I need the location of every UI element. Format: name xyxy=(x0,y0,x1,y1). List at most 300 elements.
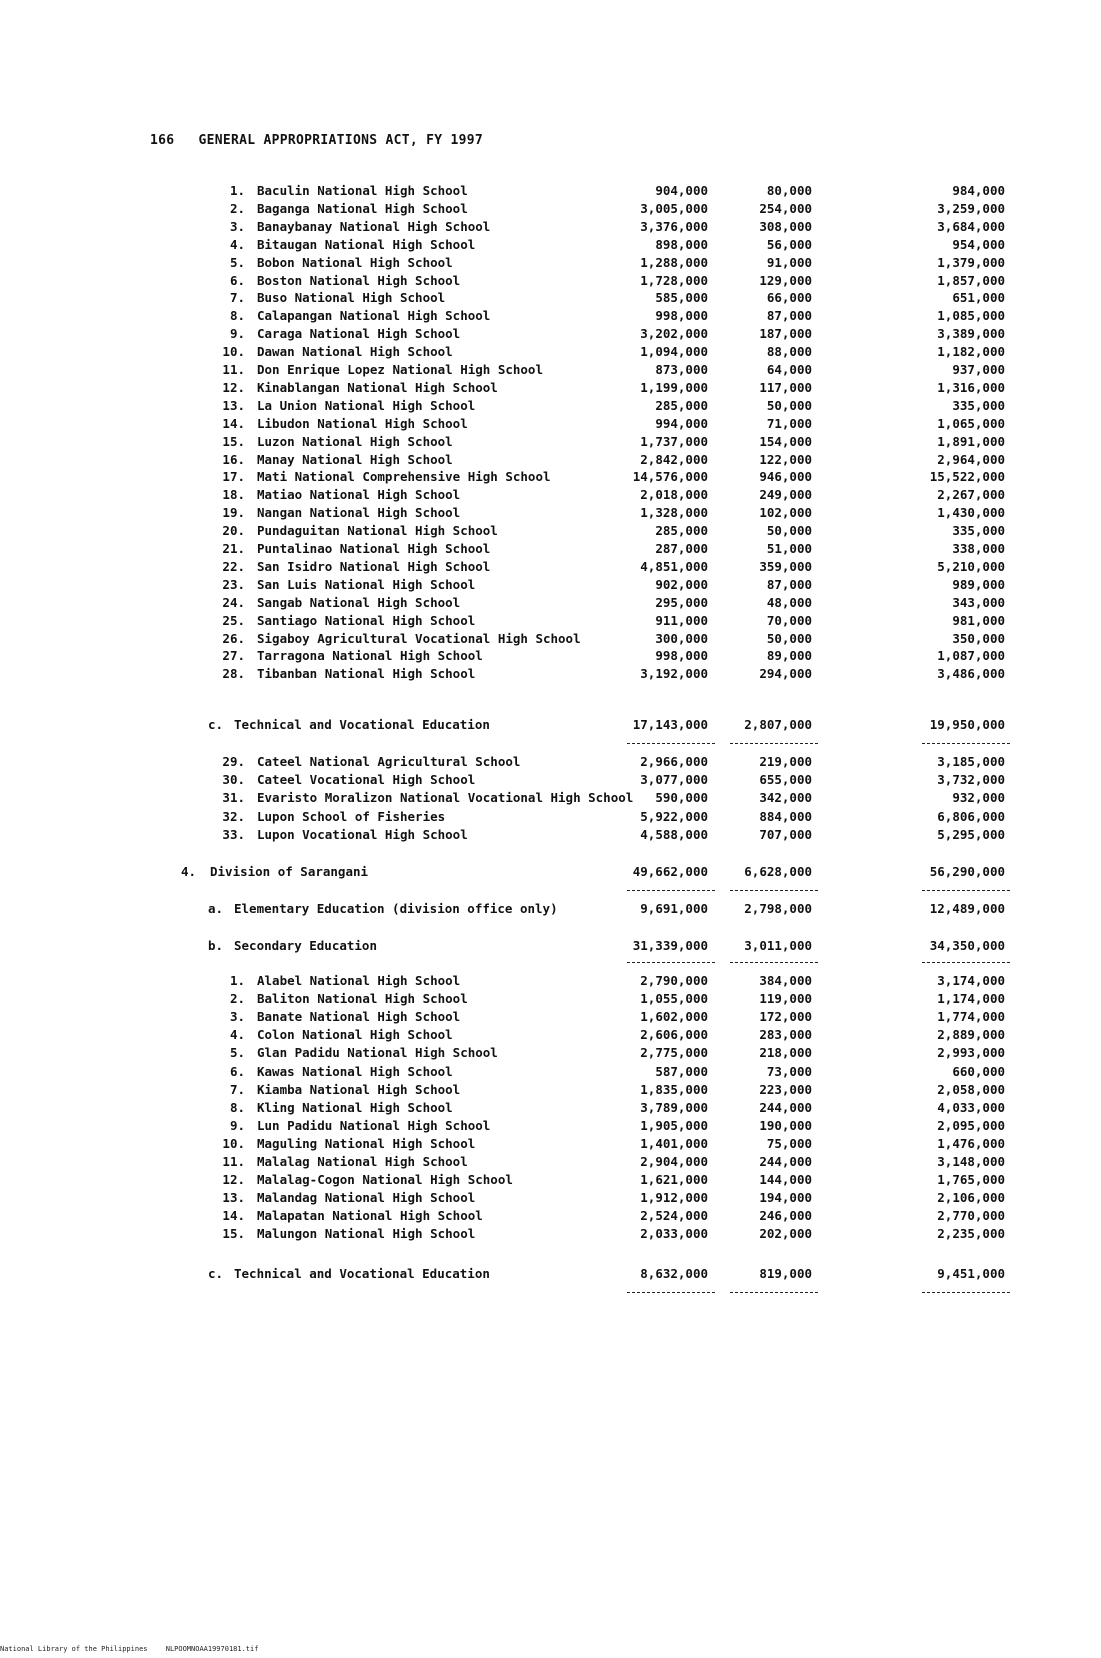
amount-total: 660,000 xyxy=(952,1063,1005,1079)
table-row xyxy=(0,1207,1101,1225)
amount-total: 5,295,000 xyxy=(937,826,1005,842)
amount-col-2: 187,000 xyxy=(759,326,812,342)
amount-total: 2,889,000 xyxy=(937,1027,1005,1043)
item-number: 28. xyxy=(222,666,245,682)
item-number: 4. xyxy=(180,864,196,879)
amount-total: 3,148,000 xyxy=(937,1154,1005,1169)
table-row xyxy=(0,415,1101,433)
amount-col-2: 172,000 xyxy=(759,1009,812,1025)
item-name: Baganga National High School xyxy=(257,200,468,216)
amount-col-1: 590,000 xyxy=(655,790,708,806)
item-number: 7. xyxy=(229,290,245,306)
table-row xyxy=(0,1153,1101,1171)
table-row xyxy=(0,1135,1101,1153)
item-number: 15. xyxy=(222,433,245,449)
amount-col-2: 144,000 xyxy=(759,1172,812,1188)
item-name: Evaristo Moralizon National Vocational High School xyxy=(257,790,634,806)
amount-col-2: 219,000 xyxy=(759,754,812,769)
amount-col-1: 3,005,000 xyxy=(640,200,708,216)
item-name: Baculin National High School xyxy=(257,183,468,198)
item-number: 16. xyxy=(222,451,245,467)
amount-col-2: 87,000 xyxy=(766,576,812,592)
amount-col-1: 2,524,000 xyxy=(640,1208,708,1224)
amount-total: 2,095,000 xyxy=(937,1117,1005,1133)
item-name: Sangab National High School xyxy=(257,594,461,610)
amount-total: 3,389,000 xyxy=(937,326,1005,342)
table-row xyxy=(0,990,1101,1008)
scan-footer xyxy=(0,1645,258,1653)
table-row xyxy=(0,522,1101,540)
item-name: Caraga National High School xyxy=(257,326,461,342)
item-name: Santiago National High School xyxy=(257,612,476,628)
item-number: 5. xyxy=(229,1045,245,1061)
amount-col-2: 64,000 xyxy=(766,362,812,377)
dashed-rule xyxy=(730,1292,818,1293)
dashed-rule xyxy=(730,743,818,744)
amount-col-2: 308,000 xyxy=(759,218,812,234)
amount-col-2: 190,000 xyxy=(759,1117,812,1133)
amount-col-2: 154,000 xyxy=(759,433,812,449)
item-number: b. xyxy=(207,938,223,953)
amount-total: 937,000 xyxy=(952,362,1005,377)
table-row xyxy=(0,716,1101,734)
amount-col-1: 3,077,000 xyxy=(640,772,708,788)
table-row xyxy=(0,218,1101,236)
amount-col-1: 31,339,000 xyxy=(632,938,708,953)
amount-col-2: 2,807,000 xyxy=(744,717,812,732)
library-credit: National Library of the Philippines xyxy=(0,1645,148,1653)
table-row xyxy=(0,972,1101,990)
amount-total: 1,891,000 xyxy=(937,433,1005,449)
item-name: Dawan National High School xyxy=(257,344,453,360)
item-name: Bobon National High School xyxy=(257,254,453,270)
amount-col-1: 2,018,000 xyxy=(640,487,708,503)
amount-col-1: 14,576,000 xyxy=(632,469,708,485)
item-name: Baliton National High School xyxy=(257,991,468,1007)
table-row xyxy=(0,1026,1101,1044)
item-number: 31. xyxy=(222,790,245,806)
amount-col-2: 50,000 xyxy=(766,523,812,539)
table-row xyxy=(0,900,1101,918)
amount-col-1: 295,000 xyxy=(655,594,708,610)
amount-col-2: 223,000 xyxy=(759,1081,812,1097)
section-title: Secondary Education xyxy=(234,938,377,953)
amount-total: 1,182,000 xyxy=(937,344,1005,360)
item-number: 9. xyxy=(229,1117,245,1133)
item-name: Calapangan National High School xyxy=(257,308,491,324)
item-name: Sigaboy Agricultural Vocational High School xyxy=(257,630,581,646)
item-name: Manay National High School xyxy=(257,451,453,467)
item-name: Nangan National High School xyxy=(257,505,461,521)
table-row xyxy=(0,863,1101,881)
amount-col-2: 244,000 xyxy=(759,1099,812,1115)
item-name: Glan Padidu National High School xyxy=(257,1045,498,1061)
amount-total: 3,185,000 xyxy=(937,754,1005,769)
amount-col-1: 2,842,000 xyxy=(640,451,708,467)
amount-total: 3,259,000 xyxy=(937,200,1005,216)
amount-col-2: 655,000 xyxy=(759,772,812,788)
amount-col-2: 51,000 xyxy=(766,541,812,556)
amount-col-2: 70,000 xyxy=(766,612,812,628)
amount-col-2: 244,000 xyxy=(759,1154,812,1169)
section-title: Technical and Vocational Education xyxy=(234,1266,490,1281)
amount-col-1: 4,588,000 xyxy=(640,826,708,842)
amount-total: 989,000 xyxy=(952,576,1005,592)
item-number: 24. xyxy=(222,594,245,610)
item-name: Cateel Vocational High School xyxy=(257,772,476,788)
item-name: Boston National High School xyxy=(257,272,461,288)
item-number: 32. xyxy=(222,808,245,824)
amount-total: 15,522,000 xyxy=(929,469,1005,485)
amount-col-2: 48,000 xyxy=(766,594,812,610)
item-number: 13. xyxy=(222,397,245,413)
amount-col-2: 202,000 xyxy=(759,1226,812,1242)
amount-col-1: 1,728,000 xyxy=(640,272,708,288)
item-name: Banaybanay National High School xyxy=(257,218,491,234)
amount-col-2: 66,000 xyxy=(766,290,812,306)
amount-col-1: 1,328,000 xyxy=(640,505,708,521)
amount-col-2: 359,000 xyxy=(759,558,812,574)
table-row xyxy=(0,1225,1101,1243)
table-row xyxy=(0,1189,1101,1207)
amount-col-2: 129,000 xyxy=(759,272,812,288)
amount-col-1: 2,033,000 xyxy=(640,1226,708,1242)
dashed-rule xyxy=(730,890,818,891)
amount-col-1: 4,851,000 xyxy=(640,558,708,574)
table-row xyxy=(0,647,1101,665)
item-number: 17. xyxy=(222,469,245,485)
table-row xyxy=(0,665,1101,683)
item-number: 21. xyxy=(222,541,245,556)
amount-col-1: 1,602,000 xyxy=(640,1009,708,1025)
item-number: 10. xyxy=(222,1135,245,1151)
amount-total: 1,087,000 xyxy=(937,648,1005,664)
item-number: 8. xyxy=(229,1099,245,1115)
item-number: 6. xyxy=(229,1063,245,1079)
table-row xyxy=(0,1063,1101,1081)
amount-total: 2,964,000 xyxy=(937,451,1005,467)
item-number: 12. xyxy=(222,379,245,395)
dashed-rule xyxy=(922,1292,1010,1293)
item-name: Malapatan National High School xyxy=(257,1208,483,1224)
table-row xyxy=(0,486,1101,504)
table-row xyxy=(0,451,1101,469)
item-number: 14. xyxy=(222,1208,245,1224)
dashed-rule xyxy=(627,890,715,891)
table-row xyxy=(0,254,1101,272)
page-header xyxy=(150,133,483,148)
amount-total: 2,106,000 xyxy=(937,1190,1005,1206)
amount-col-1: 1,055,000 xyxy=(640,991,708,1007)
item-name: Luzon National High School xyxy=(257,433,453,449)
amount-col-2: 50,000 xyxy=(766,630,812,646)
amount-col-2: 50,000 xyxy=(766,397,812,413)
amount-col-1: 3,789,000 xyxy=(640,1099,708,1115)
amount-col-2: 819,000 xyxy=(759,1266,812,1281)
item-number: 13. xyxy=(222,1190,245,1206)
table-row xyxy=(0,630,1101,648)
item-name: San Luis National High School xyxy=(257,576,476,592)
amount-col-2: 707,000 xyxy=(759,826,812,842)
amount-col-1: 300,000 xyxy=(655,630,708,646)
amount-total: 981,000 xyxy=(952,612,1005,628)
amount-total: 2,267,000 xyxy=(937,487,1005,503)
item-number: 1. xyxy=(229,183,245,198)
item-name: Lupon School of Fisheries xyxy=(257,808,446,824)
document-title: GENERAL APPROPRIATIONS ACT, FY 1997 xyxy=(198,133,483,148)
amount-total: 4,033,000 xyxy=(937,1099,1005,1115)
amount-col-2: 91,000 xyxy=(766,254,812,270)
amount-col-2: 122,000 xyxy=(759,451,812,467)
amount-col-2: 89,000 xyxy=(766,648,812,664)
amount-total: 56,290,000 xyxy=(929,864,1005,879)
amount-col-1: 3,376,000 xyxy=(640,218,708,234)
amount-col-2: 87,000 xyxy=(766,308,812,324)
amount-col-2: 73,000 xyxy=(766,1063,812,1079)
table-row xyxy=(0,361,1101,379)
amount-col-1: 2,790,000 xyxy=(640,973,708,988)
item-name: Kling National High School xyxy=(257,1099,453,1115)
dashed-rule xyxy=(627,962,715,963)
amount-total: 1,085,000 xyxy=(937,308,1005,324)
dashed-rule xyxy=(922,890,1010,891)
amount-total: 1,765,000 xyxy=(937,1172,1005,1188)
item-number: 18. xyxy=(222,487,245,503)
table-row xyxy=(0,1265,1101,1283)
item-number: 25. xyxy=(222,612,245,628)
amount-total: 3,732,000 xyxy=(937,772,1005,788)
item-name: Banate National High School xyxy=(257,1009,461,1025)
item-number: 12. xyxy=(222,1172,245,1188)
amount-col-1: 585,000 xyxy=(655,290,708,306)
item-number: 23. xyxy=(222,576,245,592)
item-name: Malandag National High School xyxy=(257,1190,476,1206)
table-row xyxy=(0,1081,1101,1099)
amount-col-2: 218,000 xyxy=(759,1045,812,1061)
amount-col-1: 2,775,000 xyxy=(640,1045,708,1061)
amount-col-1: 1,199,000 xyxy=(640,379,708,395)
item-number: 11. xyxy=(222,1154,245,1169)
item-name: Malungon National High School xyxy=(257,1226,476,1242)
amount-total: 3,486,000 xyxy=(937,666,1005,682)
dashed-rule xyxy=(627,743,715,744)
table-row xyxy=(0,558,1101,576)
item-name: Matiao National High School xyxy=(257,487,461,503)
amount-col-1: 994,000 xyxy=(655,415,708,431)
amount-total: 954,000 xyxy=(952,236,1005,252)
table-row xyxy=(0,433,1101,451)
item-name: Libudon National High School xyxy=(257,415,468,431)
division-title: Division of Sarangani xyxy=(210,864,369,879)
amount-col-2: 6,628,000 xyxy=(744,864,812,879)
item-number: c. xyxy=(207,1266,223,1281)
amount-col-1: 285,000 xyxy=(655,523,708,539)
amount-total: 1,476,000 xyxy=(937,1135,1005,1151)
item-name: Don Enrique Lopez National High School xyxy=(257,362,543,377)
amount-col-2: 2,798,000 xyxy=(744,901,812,916)
amount-total: 651,000 xyxy=(952,290,1005,306)
amount-total: 1,316,000 xyxy=(937,379,1005,395)
amount-col-2: 3,011,000 xyxy=(744,938,812,953)
amount-col-2: 884,000 xyxy=(759,808,812,824)
item-number: 5. xyxy=(229,254,245,270)
amount-total: 932,000 xyxy=(952,790,1005,806)
amount-total: 3,684,000 xyxy=(937,218,1005,234)
amount-col-1: 1,737,000 xyxy=(640,433,708,449)
table-row xyxy=(0,307,1101,325)
item-name: Maguling National High School xyxy=(257,1135,476,1151)
amount-col-1: 285,000 xyxy=(655,397,708,413)
amount-col-1: 998,000 xyxy=(655,308,708,324)
amount-col-2: 946,000 xyxy=(759,469,812,485)
item-number: 7. xyxy=(229,1081,245,1097)
table-row xyxy=(0,236,1101,254)
item-number: 22. xyxy=(222,558,245,574)
item-name: Tibanban National High School xyxy=(257,666,476,682)
table-row xyxy=(0,200,1101,218)
amount-col-1: 1,621,000 xyxy=(640,1172,708,1188)
amount-col-1: 1,401,000 xyxy=(640,1135,708,1151)
amount-col-1: 287,000 xyxy=(655,541,708,556)
amount-col-2: 119,000 xyxy=(759,991,812,1007)
item-number: 6. xyxy=(229,272,245,288)
table-row xyxy=(0,182,1101,200)
item-number: 15. xyxy=(222,1226,245,1242)
amount-total: 1,174,000 xyxy=(937,991,1005,1007)
table-row xyxy=(0,379,1101,397)
item-number: a. xyxy=(207,901,223,916)
amount-total: 1,065,000 xyxy=(937,415,1005,431)
amount-total: 2,770,000 xyxy=(937,1208,1005,1224)
amount-total: 2,993,000 xyxy=(937,1045,1005,1061)
amount-col-2: 56,000 xyxy=(766,236,812,252)
amount-col-2: 80,000 xyxy=(766,183,812,198)
dashed-rule xyxy=(730,962,818,963)
item-name: Cateel National Agricultural School xyxy=(257,754,521,769)
item-number: c. xyxy=(207,717,223,732)
amount-col-1: 873,000 xyxy=(655,362,708,377)
item-number: 10. xyxy=(222,344,245,360)
item-number: 33. xyxy=(222,826,245,842)
item-number: 29. xyxy=(222,754,245,769)
table-row xyxy=(0,594,1101,612)
table-row xyxy=(0,753,1101,771)
item-number: 9. xyxy=(229,326,245,342)
amount-col-1: 1,835,000 xyxy=(640,1081,708,1097)
amount-col-1: 1,288,000 xyxy=(640,254,708,270)
page-number: 166 xyxy=(150,133,175,148)
table-row xyxy=(0,289,1101,307)
table-row xyxy=(0,397,1101,415)
amount-col-1: 911,000 xyxy=(655,612,708,628)
item-number: 4. xyxy=(229,236,245,252)
section-title: Technical and Vocational Education xyxy=(234,717,490,732)
table-row xyxy=(0,808,1101,826)
amount-total: 19,950,000 xyxy=(929,717,1005,732)
table-row xyxy=(0,1171,1101,1189)
amount-col-1: 3,202,000 xyxy=(640,326,708,342)
amount-total: 984,000 xyxy=(952,183,1005,198)
item-name: Tarragona National High School xyxy=(257,648,483,664)
table-row xyxy=(0,612,1101,630)
amount-col-1: 9,691,000 xyxy=(640,901,708,916)
amount-col-1: 8,632,000 xyxy=(640,1266,708,1281)
item-number: 26. xyxy=(222,630,245,646)
amount-col-2: 71,000 xyxy=(766,415,812,431)
item-number: 8. xyxy=(229,308,245,324)
amount-col-1: 587,000 xyxy=(655,1063,708,1079)
item-number: 27. xyxy=(222,648,245,664)
item-name: Kiamba National High School xyxy=(257,1081,461,1097)
item-number: 19. xyxy=(222,505,245,521)
item-number: 2. xyxy=(229,200,245,216)
amount-total: 2,235,000 xyxy=(937,1226,1005,1242)
amount-col-1: 904,000 xyxy=(655,183,708,198)
amount-total: 1,774,000 xyxy=(937,1009,1005,1025)
item-number: 3. xyxy=(229,1009,245,1025)
item-number: 20. xyxy=(222,523,245,539)
amount-total: 34,350,000 xyxy=(929,938,1005,953)
table-row xyxy=(0,937,1101,955)
item-number: 3. xyxy=(229,218,245,234)
item-name: Malalag-Cogon National High School xyxy=(257,1172,513,1188)
table-row xyxy=(0,1117,1101,1135)
amount-total: 9,451,000 xyxy=(937,1266,1005,1281)
amount-total: 1,379,000 xyxy=(937,254,1005,270)
table-row xyxy=(0,325,1101,343)
table-row xyxy=(0,1099,1101,1117)
table-row xyxy=(0,771,1101,789)
amount-total: 338,000 xyxy=(952,541,1005,556)
item-name: Malalag National High School xyxy=(257,1154,468,1169)
item-name: Bitaugan National High School xyxy=(257,236,476,252)
item-name: San Isidro National High School xyxy=(257,558,491,574)
item-name: Puntalinao National High School xyxy=(257,541,491,556)
item-name: Colon National High School xyxy=(257,1027,453,1043)
amount-total: 1,430,000 xyxy=(937,505,1005,521)
amount-col-2: 283,000 xyxy=(759,1027,812,1043)
amount-col-1: 998,000 xyxy=(655,648,708,664)
amount-total: 335,000 xyxy=(952,523,1005,539)
item-number: 1. xyxy=(229,973,245,988)
table-row xyxy=(0,1044,1101,1062)
amount-col-2: 384,000 xyxy=(759,973,812,988)
amount-total: 2,058,000 xyxy=(937,1081,1005,1097)
table-row xyxy=(0,576,1101,594)
amount-total: 350,000 xyxy=(952,630,1005,646)
dashed-rule xyxy=(627,1292,715,1293)
item-name: Kawas National High School xyxy=(257,1063,453,1079)
item-number: 2. xyxy=(229,991,245,1007)
item-name: Pundaguitan National High School xyxy=(257,523,498,539)
amount-total: 343,000 xyxy=(952,594,1005,610)
item-name: Alabel National High School xyxy=(257,973,461,988)
dashed-rule xyxy=(922,962,1010,963)
amount-col-1: 1,912,000 xyxy=(640,1190,708,1206)
table-row xyxy=(0,540,1101,558)
amount-col-1: 5,922,000 xyxy=(640,808,708,824)
amount-col-2: 342,000 xyxy=(759,790,812,806)
amount-col-1: 49,662,000 xyxy=(632,864,708,879)
amount-total: 1,857,000 xyxy=(937,272,1005,288)
amount-col-2: 246,000 xyxy=(759,1208,812,1224)
amount-col-1: 2,606,000 xyxy=(640,1027,708,1043)
amount-col-2: 249,000 xyxy=(759,487,812,503)
table-row xyxy=(0,1008,1101,1026)
file-name: NLPOOMNOAA19970181.tif xyxy=(165,1645,259,1653)
amount-total: 12,489,000 xyxy=(929,901,1005,916)
item-name: Lun Padidu National High School xyxy=(257,1117,491,1133)
